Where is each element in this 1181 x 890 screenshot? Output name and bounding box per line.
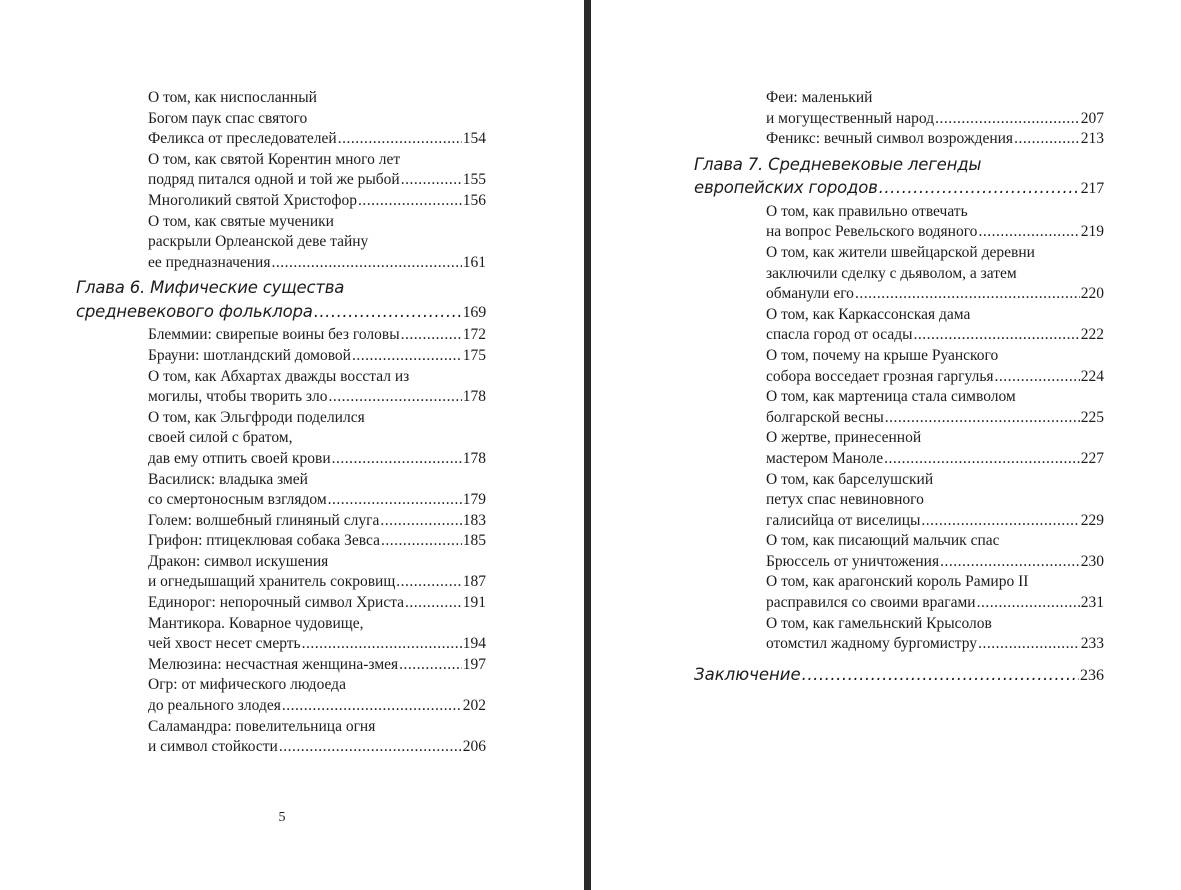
page-ref: 156 <box>462 191 486 209</box>
toc-line <box>766 367 1104 388</box>
toc-line <box>766 387 1104 408</box>
toc-entry <box>148 212 486 274</box>
entry-title: и символ стойкости <box>148 738 278 756</box>
leader-dots <box>282 696 462 717</box>
entry-title: Грифон: птицеклювая собака Зевса <box>148 532 380 550</box>
entry-title: чей хвост несет смерть <box>148 635 301 653</box>
toc-line <box>148 655 486 676</box>
toc-line <box>148 170 486 191</box>
leader-dots <box>396 572 461 593</box>
entry-title: и могущественный народ <box>766 109 935 127</box>
entry-title: О жертве, принесенной <box>766 429 922 447</box>
page-ref: 217 <box>1080 180 1104 198</box>
toc-line <box>766 572 1104 593</box>
entry-title: подряд питался одной и той же рыбой <box>148 171 400 189</box>
page-ref: 224 <box>1080 367 1104 385</box>
leader-dots <box>380 511 461 532</box>
toc-line <box>766 202 1104 223</box>
leader-dots <box>329 387 462 408</box>
entry-title: Саламандра: повелительница огня <box>148 717 376 735</box>
toc-line <box>766 408 1104 429</box>
leader-dots <box>995 367 1080 388</box>
toc-column-right <box>694 88 1104 686</box>
leader-dots <box>802 663 1079 686</box>
toc-line <box>766 305 1104 326</box>
page-ref: 154 <box>462 130 486 148</box>
entry-title: О том, как Эльгфроди поделился <box>148 408 365 426</box>
chapter-title: Глава 7. Средневековые легенды <box>694 154 982 174</box>
toc-entry <box>766 346 1104 387</box>
entry-title: раскрыли Орлеанской деве тайну <box>148 233 369 251</box>
entry-title: Мелюзина: несчастная женщина-змея <box>148 655 399 673</box>
toc-entry <box>766 572 1104 613</box>
page-ref: 161 <box>462 253 486 271</box>
toc-line <box>148 253 486 274</box>
toc-line <box>766 428 1104 449</box>
leader-dots <box>332 449 462 470</box>
page-ref: 183 <box>462 511 486 529</box>
page-ref: 155 <box>462 171 486 189</box>
page-ref: 178 <box>462 449 486 467</box>
leader-dots <box>405 593 462 614</box>
toc-entry <box>766 305 1104 346</box>
toc-line <box>148 675 486 696</box>
leader-dots <box>914 325 1080 346</box>
toc-entry <box>148 717 486 758</box>
leader-dots <box>358 191 462 212</box>
entry-title: Многоликий святой Христофор <box>148 191 357 209</box>
entry-title: О том, почему на крыше Руанского <box>766 346 999 364</box>
page-ref: 169 <box>462 303 486 321</box>
entry-title: О том, как Абхартах дважды восстал из <box>148 367 410 385</box>
toc-line <box>148 737 486 758</box>
toc-entry <box>766 614 1104 655</box>
leader-dots <box>279 737 462 758</box>
entry-title: Мантикора. Коварное чудовище, <box>148 614 364 632</box>
entry-title: О том, как святой Корентин много лет <box>148 150 401 168</box>
page-ref: 233 <box>1080 635 1104 653</box>
toc-line <box>148 150 486 171</box>
toc-line <box>148 191 486 212</box>
toc-line <box>148 634 486 655</box>
leader-dots <box>399 655 462 676</box>
entry-title: О том, как барселушский <box>766 470 934 488</box>
leader-dots <box>328 490 462 511</box>
leader-dots <box>352 346 462 367</box>
toc-line <box>766 325 1104 346</box>
left-page <box>0 0 584 890</box>
entry-title: дав ему отпить своей крови <box>148 449 331 467</box>
toc-entry <box>766 88 1104 129</box>
toc-line <box>148 88 486 109</box>
page-ref: 206 <box>462 738 486 756</box>
entry-title: галисийца от виселицы <box>766 511 921 529</box>
page-ref: 236 <box>1080 666 1104 684</box>
page-ref: 213 <box>1080 130 1104 148</box>
toc-entry <box>148 346 486 367</box>
toc-entry <box>766 129 1104 150</box>
entry-title: своей силой с братом, <box>148 429 293 447</box>
leader-dots <box>977 593 1080 614</box>
entry-title: могилы, чтобы творить зло <box>148 388 328 406</box>
page-ref: 187 <box>462 573 486 591</box>
toc-line <box>148 511 486 532</box>
toc-entry <box>766 470 1104 532</box>
toc-line <box>694 176 1104 200</box>
entry-title: О том, как мартеница стала символом <box>766 388 1016 406</box>
toc-entry <box>148 150 486 191</box>
page-ref: 230 <box>1080 552 1104 570</box>
entry-title: со смертоносным взглядом <box>148 491 327 509</box>
page-ref: 185 <box>462 532 486 550</box>
entry-title: Блеммии: свирепые воины без головы <box>148 326 400 344</box>
leader-dots <box>381 531 462 552</box>
toc-entry <box>148 325 486 346</box>
page-ref: 227 <box>1080 449 1104 467</box>
entry-title: Огр: от мифического людоеда <box>148 676 346 694</box>
leader-dots <box>879 176 1080 200</box>
toc-line <box>148 614 486 635</box>
toc-line <box>148 212 486 233</box>
entry-title: О том, как жители швейцарской деревни <box>766 243 1035 261</box>
entry-title: Голем: волшебный глиняный слуга <box>148 511 380 529</box>
page-ref: 175 <box>462 346 486 364</box>
toc-entry <box>148 655 486 676</box>
entry-title: ее предназначения <box>148 253 271 271</box>
leader-dots <box>272 253 462 274</box>
page-ref: 202 <box>462 697 486 715</box>
toc-line <box>76 276 486 300</box>
toc-line <box>148 449 486 470</box>
toc-line <box>766 243 1104 264</box>
toc-line <box>148 325 486 346</box>
toc-line <box>148 593 486 614</box>
toc-line <box>694 663 1104 686</box>
entry-title: Феи: маленький <box>766 89 873 106</box>
entry-title: О том, как арагонский король Рамиро II <box>766 573 1029 591</box>
toc-line <box>766 449 1104 470</box>
chapter-title: европейских городов <box>694 178 878 198</box>
toc-line <box>766 222 1104 243</box>
toc-line <box>766 531 1104 552</box>
book-spine <box>584 0 591 890</box>
right-page <box>591 0 1181 890</box>
toc-line <box>766 129 1104 150</box>
entry-title: О том, как Каркассонская дама <box>766 305 971 323</box>
toc-line <box>148 572 486 593</box>
entry-title: отомстил жадному бургомистру <box>766 635 978 653</box>
entry-title: Брауни: шотландский домовой <box>148 346 351 364</box>
toc-line <box>148 387 486 408</box>
page-ref: 231 <box>1080 594 1104 612</box>
leader-dots <box>855 284 1080 305</box>
toc-line <box>148 109 486 130</box>
toc-entry <box>148 675 486 716</box>
leader-dots <box>935 109 1080 130</box>
leader-dots <box>978 634 1080 655</box>
toc-entry <box>148 470 486 511</box>
leader-dots <box>302 634 462 655</box>
conclusion-label: Заключение <box>694 664 801 684</box>
toc-line <box>766 284 1104 305</box>
toc-line <box>148 346 486 367</box>
toc-line <box>766 88 1104 109</box>
entry-title: Василиск: владыка змей <box>148 470 308 488</box>
toc-line <box>148 470 486 491</box>
page-ref: 219 <box>1080 223 1104 241</box>
page-number: 5 <box>278 810 286 825</box>
page-ref: 191 <box>462 594 486 612</box>
page-ref: 220 <box>1080 285 1104 303</box>
entry-title: собора восседает грозная гаргулья <box>766 367 994 385</box>
toc-entry <box>766 202 1104 243</box>
toc-entry <box>148 531 486 552</box>
toc-entry <box>148 408 486 470</box>
toc-line <box>148 717 486 738</box>
entry-title: болгарской весны <box>766 408 884 426</box>
leader-dots <box>1014 129 1080 150</box>
leader-dots <box>940 552 1080 573</box>
toc-line <box>766 634 1104 655</box>
toc-line <box>766 511 1104 532</box>
toc-chapter <box>694 153 1104 200</box>
entry-title: Феликса от преследователей <box>148 130 337 148</box>
toc-entry <box>148 552 486 593</box>
toc-line <box>148 552 486 573</box>
toc-chapter <box>76 276 486 323</box>
toc-line <box>766 614 1104 635</box>
toc-entry <box>148 593 486 614</box>
page-ref: 172 <box>462 326 486 344</box>
entry-title: расправился со своими врагами <box>766 594 976 612</box>
toc-entry <box>148 191 486 212</box>
entry-title: мастером Маноле <box>766 449 884 467</box>
toc-entry <box>148 511 486 532</box>
toc-line <box>148 428 486 449</box>
toc-entry <box>766 428 1104 469</box>
toc-conclusion <box>694 663 1104 686</box>
entry-title: до реального злодея <box>148 697 281 715</box>
toc-column-left <box>76 88 486 758</box>
page-ref: 197 <box>462 655 486 673</box>
toc-entry <box>148 614 486 655</box>
toc-line <box>766 470 1104 491</box>
entry-title: обманули его <box>766 285 854 303</box>
leader-dots <box>884 449 1080 470</box>
toc-entry <box>766 531 1104 572</box>
toc-line <box>766 552 1104 573</box>
entry-title: спасла город от осады <box>766 326 913 344</box>
leader-dots <box>978 222 1079 243</box>
page-ref: 229 <box>1080 511 1104 529</box>
page-ref: 179 <box>462 491 486 509</box>
toc-entry <box>148 88 486 150</box>
page-ref: 222 <box>1080 326 1104 344</box>
leader-dots <box>314 300 462 324</box>
entry-title: О том, как гамельнский Крысолов <box>766 614 992 632</box>
page-ref: 178 <box>462 388 486 406</box>
entry-title: Богом паук спас святого <box>148 109 308 127</box>
toc-line <box>148 490 486 511</box>
toc-line <box>148 408 486 429</box>
toc-line <box>766 264 1104 285</box>
toc-line <box>766 109 1104 130</box>
entry-title: О том, как ниспосланный <box>148 89 317 106</box>
entry-title: Феникс: вечный символ возрождения <box>766 130 1014 148</box>
chapter-title: Глава 6. Мифические существа <box>76 278 345 298</box>
toc-line <box>148 696 486 717</box>
entry-title: на вопрос Ревельского водяного <box>766 223 978 241</box>
page-ref: 225 <box>1080 408 1104 426</box>
entry-title: О том, как святые мученики <box>148 212 334 230</box>
toc-line <box>148 129 486 150</box>
leader-dots <box>401 325 462 346</box>
entry-title: О том, как писающий мальчик спас <box>766 532 1000 550</box>
entry-title: О том, как правильно отвечать <box>766 202 968 220</box>
entry-title: Дракон: символ искушения <box>148 552 329 570</box>
leader-dots <box>885 408 1080 429</box>
toc-line <box>148 531 486 552</box>
chapter-title: средневекового фольклора <box>76 301 313 321</box>
page-ref: 194 <box>462 635 486 653</box>
leader-dots <box>401 170 462 191</box>
toc-line <box>148 232 486 253</box>
leader-dots <box>921 511 1079 532</box>
entry-title: Брюссель от уничтожения <box>766 552 940 570</box>
entry-title: Единорог: непорочный символ Христа <box>148 594 405 612</box>
toc-line <box>766 593 1104 614</box>
toc-line <box>76 300 486 324</box>
toc-entry <box>148 367 486 408</box>
toc-line <box>766 490 1104 511</box>
toc-line <box>694 153 1104 177</box>
toc-entry <box>766 387 1104 428</box>
entry-title: и огнедышащий хранитель сокровищ <box>148 573 396 591</box>
leader-dots <box>338 129 462 150</box>
toc-entry <box>766 243 1104 305</box>
toc-line <box>766 346 1104 367</box>
entry-title: заключили сделку с дьяволом, а затем <box>766 264 1017 282</box>
page-ref: 207 <box>1080 109 1104 127</box>
entry-title: петух спас невиновного <box>766 491 924 509</box>
toc-line <box>148 367 486 388</box>
